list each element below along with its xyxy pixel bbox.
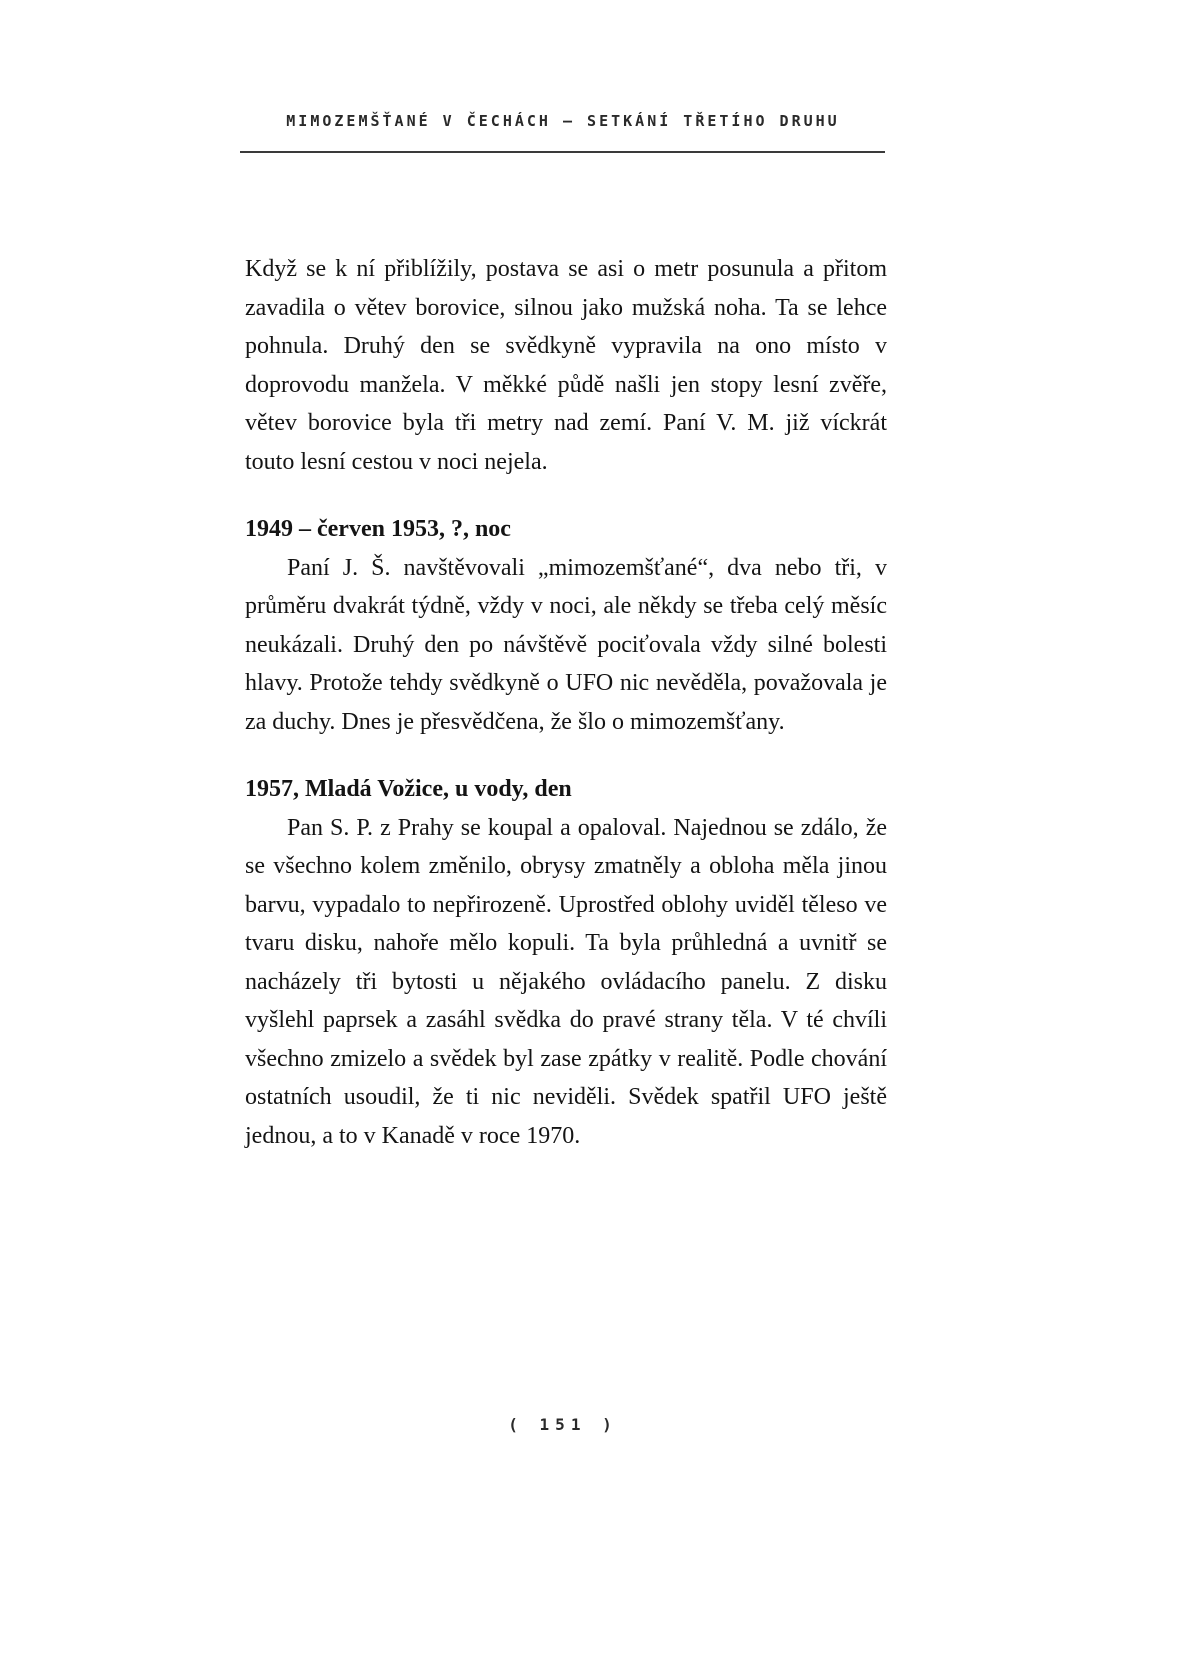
paragraph-1957-report: Pan S. P. z Prahy se koupal a opaloval. Najednou se zdálo, že se všechno kolem změnilo, obrysy zmatněly a obloha měla jinou barvu, vypadalo to nepřirozeně. Uprostřed oblohy uviděl těleso ve tvaru disku, nahoře mělo kopuli. Ta byla průhledná a uvnitř se nacházely tři bytosti u nějakého ovládacího panelu. Z disku vyšlehl paprsek a zasáhl svědka do pravé strany těla. V té chvíli všechno zmizelo a svědek byl zase zpátky v realitě. Podle chování ostatních usoudil, že ti nic neviděli. Svědek spatřil UFO ještě jednou, a to v Kanadě v roce 1970. xyxy=(245,814,887,1149)
paragraph-continuation: Když se k ní přiblížily, postava se asi o metr posunula a přitom zavadila o větev borovice, silnou jako mužská noha. Ta se lehce pohnula. Druhý den se svědkyně vypravila na ono místo v doprovodu manžela. V měkké půdě našli jen stopy lesní zvěře, větev borovice byla tři metry nad zemí. Paní V. M. již víckrát touto lesní cestou v noci nejela. xyxy=(245,256,887,475)
section-heading-1949: 1949 – červen 1953, ?, noc xyxy=(245,516,511,542)
body-text xyxy=(245,250,887,1155)
header-rule xyxy=(240,151,885,153)
page-number: ( 151 ) xyxy=(508,1415,618,1434)
running-header: MIMOZEMŠŤANÉ V ČECHÁCH – SETKÁNÍ TŘETÍHO DRUHU xyxy=(286,112,840,130)
paragraph-1949-report: Paní J. Š. navštěvovali „mimozemšťané“, dva nebo tři, v průměru dvakrát týdně, vždy v noci, ale někdy se třeba celý měsíc neukázali. Druhý den po návštěvě pociťovala vždy silné bolesti hlavy. Protože tehdy svědkyně o UFO nic nevěděla, považovala je za duchy. Dnes je přesvědčena, že šlo o mimozemšťany. xyxy=(245,554,887,735)
section-heading-1957: 1957, Mladá Vožice, u vody, den xyxy=(245,776,572,802)
